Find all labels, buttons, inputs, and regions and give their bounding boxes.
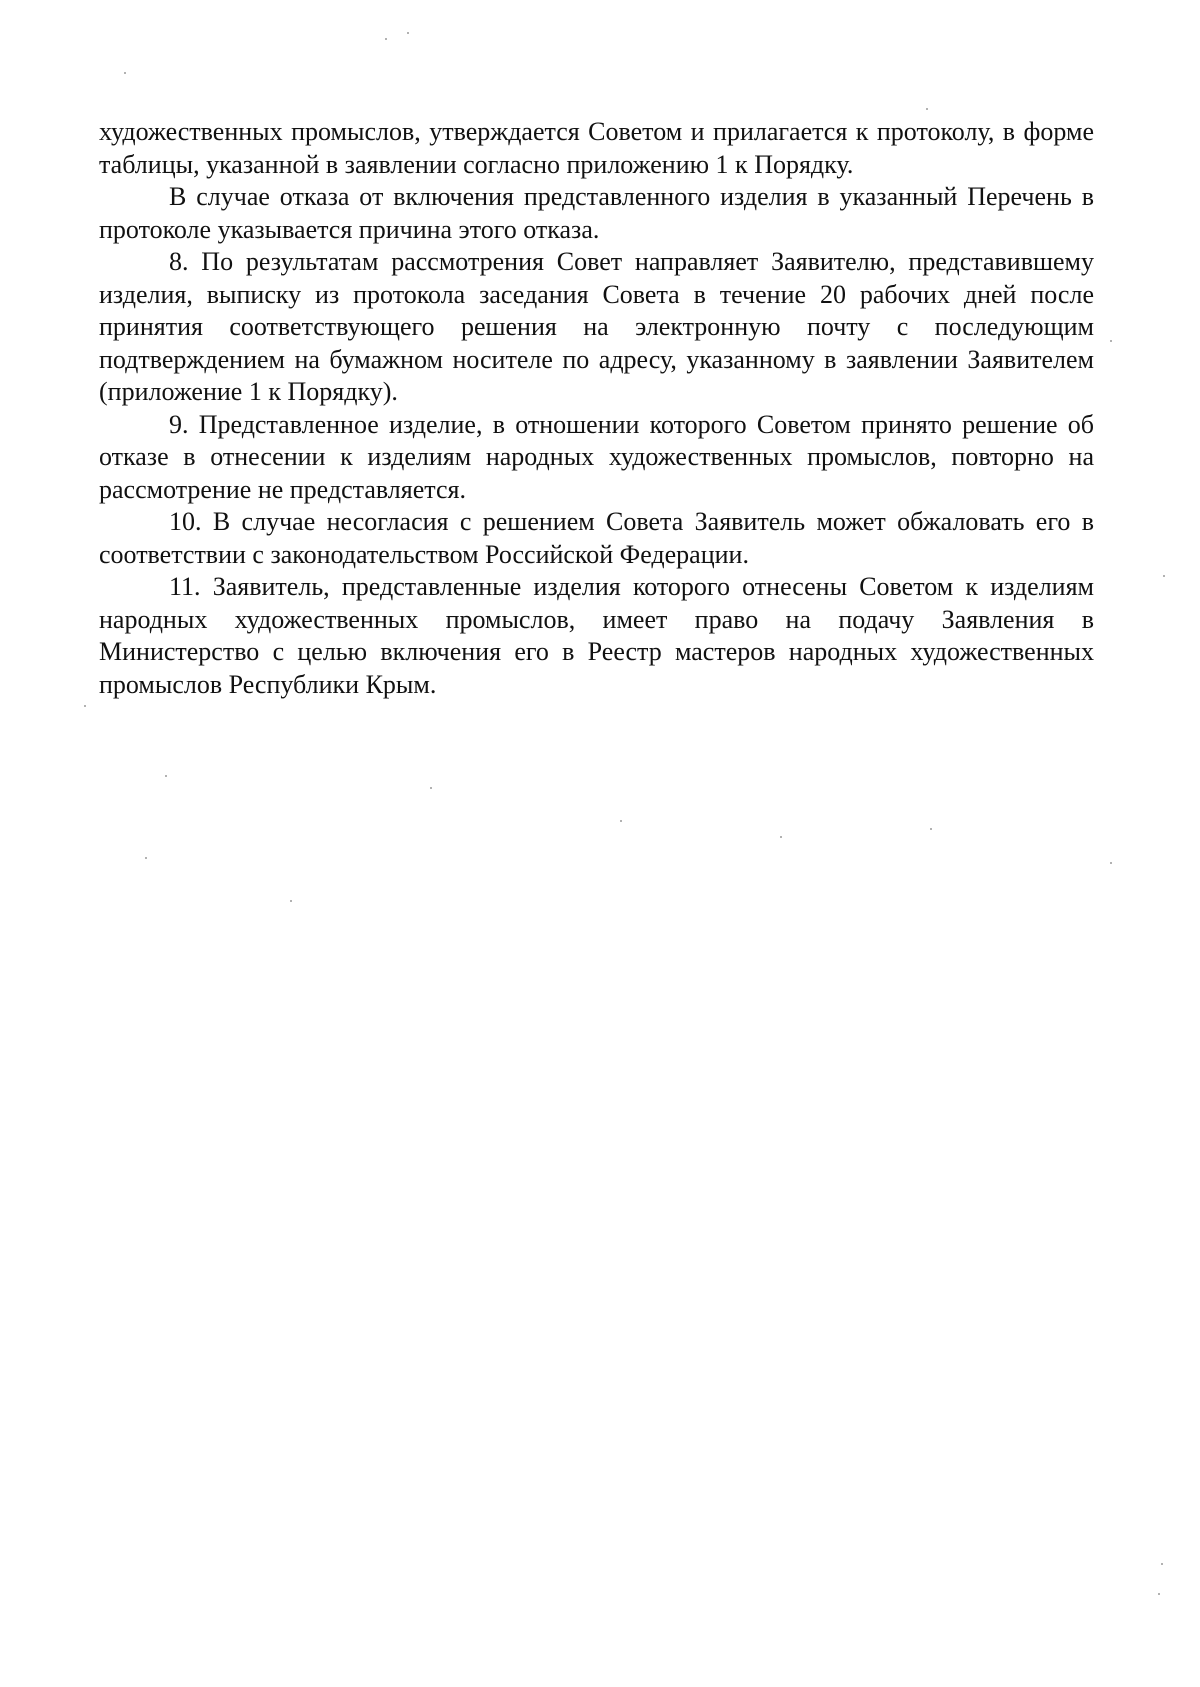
paragraph-continuation: художественных промыслов, утверждается Советом и прилагается к протоколу, в форме таблицы, указанной в заявлении согласно приложению 1 к Порядку. (99, 117, 1094, 179)
paragraph-item-11: 11. Заявитель, представленные изделия которого отнесены Советом к изделиям народных художественных промыслов, имеет право на подачу Заявления в Министерство с целью включения его в Реестр мастеров народных художественных промыслов Республики Крым. (99, 572, 1094, 699)
scan-speck (430, 787, 432, 789)
document-body (99, 116, 1094, 701)
scan-speck (84, 705, 86, 707)
scan-speck (407, 32, 409, 34)
scan-speck (1110, 862, 1112, 864)
paragraph-item-9: 9. Представленное изделие, в отношении которого Советом принято решение об отказе в отнесении к изделиям народных художественных промыслов, повторно на рассмотрение не представляется. (99, 409, 1094, 504)
scan-speck (1158, 1593, 1160, 1595)
scan-speck (1163, 575, 1165, 577)
scan-speck (926, 108, 928, 110)
scan-speck (930, 828, 932, 830)
scan-speck (1161, 1563, 1163, 1565)
paragraph-refusal-reason: В случае отказа от включения представленного изделия в указанный Перечень в протоколе указывается причина этого отказа. (99, 182, 1094, 244)
scan-speck (1110, 340, 1112, 342)
scan-speck (290, 900, 292, 902)
scan-speck (385, 38, 387, 40)
scan-speck (165, 775, 167, 777)
scan-speck (780, 836, 782, 838)
scan-speck (145, 857, 147, 859)
paragraph-item-8: 8. По результатам рассмотрения Совет направляет Заявителю, представившему изделия, выписку из протокола заседания Совета в течение 20 рабочих дней после принятия соответствующего решения на электронную почту с последующим подтверждением на бумажном носителе по адресу, указанному в заявлении Заявителем (приложение 1 к Порядку). (99, 247, 1094, 406)
scan-speck (620, 820, 622, 822)
paragraph-item-10: 10. В случае несогласия с решением Совета Заявитель может обжаловать его в соответствии с законодательством Российской Федерации. (99, 507, 1094, 569)
scan-speck (124, 72, 126, 74)
